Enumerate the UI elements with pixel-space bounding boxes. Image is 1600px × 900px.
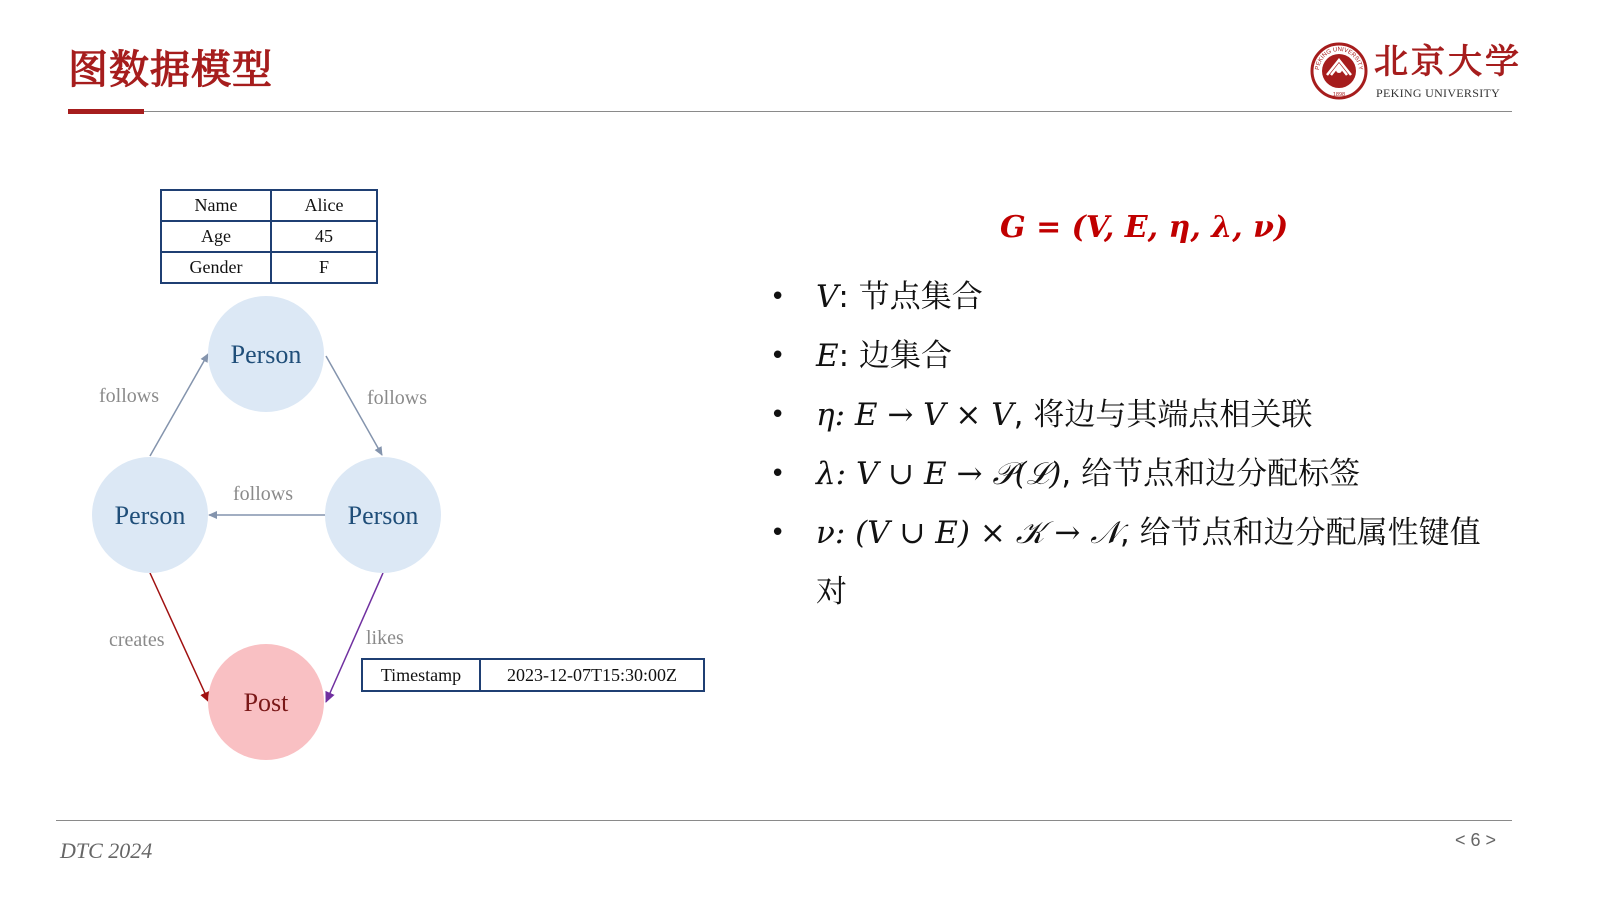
person-node-top [208,296,324,412]
page-title: 图数据模型 [68,47,273,93]
definition-text: , 将边与其端点相关联 [1013,397,1313,433]
list-item [770,327,1490,386]
property-value: 45 [271,221,377,252]
university-seal-logo [1310,42,1368,100]
definition-text: : 节点集合 [838,279,983,315]
likes-edge-properties-table [361,658,705,692]
list-item [770,386,1490,445]
bullet-icon: • [770,459,786,489]
person-node-left [92,457,208,573]
edge-label-creates: creates [109,629,165,651]
person-node-right [325,457,441,573]
property-value: F [271,252,377,283]
bullet-icon: • [770,400,786,430]
edge-label-likes: likes [366,627,404,649]
seal-ring-text: PEKING UNIVERSITY [1314,46,1364,71]
bullet-icon: • [770,282,786,312]
university-name-en: PEKING UNIVERSITY [1376,86,1501,100]
list-item [770,504,1490,622]
node-label: Person [230,340,302,369]
edge-label-follows: follows [233,483,293,505]
definition-symbol: V [816,279,839,315]
definitions-list [770,268,1490,622]
definition-symbol: E [816,338,839,374]
list-item [770,445,1490,504]
post-node [208,644,324,760]
property-key: Name [161,190,271,221]
definition-symbol: η: E → V × V [816,397,1014,433]
definition-symbol: ν: (V ∪ E) × 𝒦 → 𝒩 [816,515,1120,551]
graph-model-formula: G = (V, E, η, λ, ν) [1000,210,1289,245]
property-key: Gender [161,252,271,283]
definition-text: , 给节点和边分配标签 [1061,456,1361,492]
definition-text: , 给节点和边分配属性键值对 [816,515,1481,610]
property-key: Age [161,221,271,252]
node-label: Person [114,501,186,530]
bullet-icon: • [770,341,786,371]
page-number[interactable]: < 6 > [1455,830,1497,850]
edge-label-follows: follows [367,387,427,409]
seal-year: 1898 [1332,92,1346,98]
list-item [770,268,1490,327]
edge-label-follows: follows [99,385,159,407]
definition-text: : 边集合 [838,338,952,374]
table-row [362,659,704,691]
property-value: 2023-12-07T15:30:00Z [480,659,704,691]
node-label: Person [347,501,419,530]
node-label: Post [243,688,289,717]
footer-event-label: DTC 2024 [60,838,153,863]
definition-symbol: λ: V ∪ E → 𝒫(ℒ) [816,456,1062,492]
property-value: Alice [271,190,377,221]
bullet-icon: • [770,518,786,548]
university-name-cn: 北京大学 [1374,42,1522,82]
footer-divider [56,820,1512,821]
property-key: Timestamp [362,659,480,691]
